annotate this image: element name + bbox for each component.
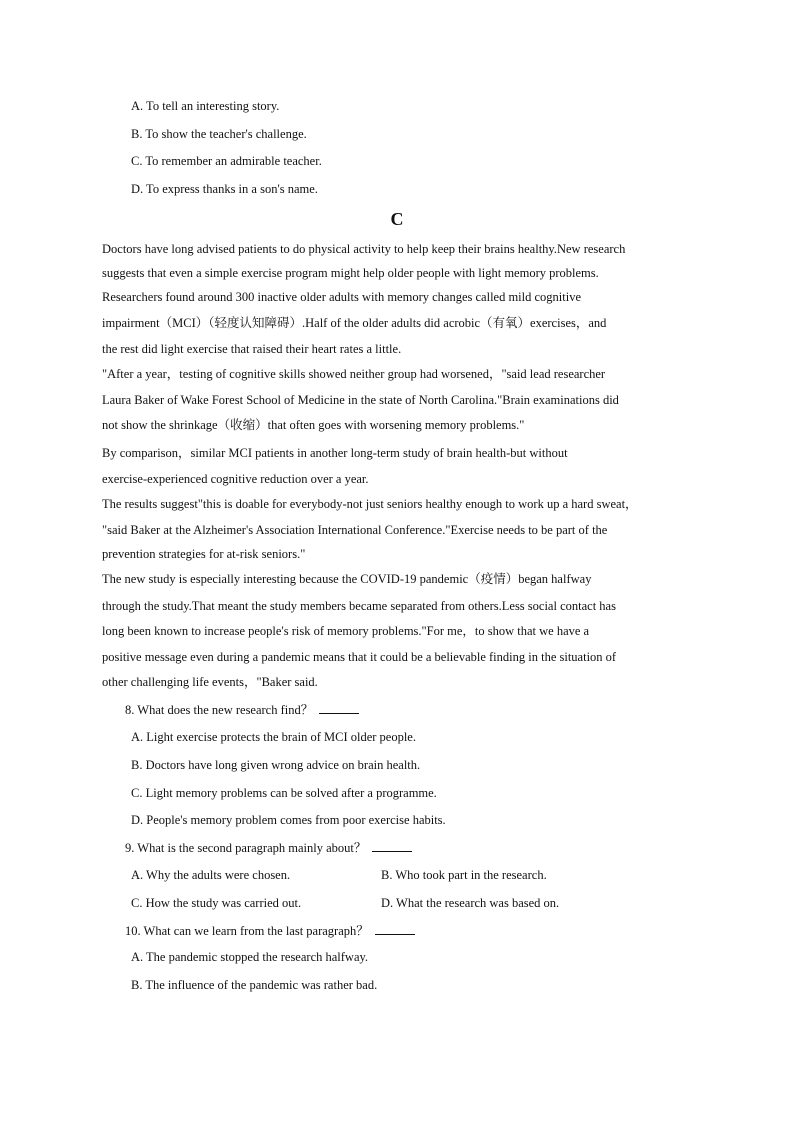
question-8-option-d: D. People's memory problem comes from poor exercise habits. (131, 813, 446, 827)
question-8-option-c: C. Light memory problems can be solved after a programme. (131, 786, 437, 800)
passage-line: positive message even during a pandemic means that it could be a believable finding in the situation of (102, 650, 617, 664)
passage-line: Doctors have long advised patients to do physical activity to help keep their brains healthy.New research (102, 242, 626, 256)
question-10-option-b: B. The influence of the pandemic was rather bad. (131, 978, 378, 992)
question-10 (125, 922, 415, 939)
passage-line: prevention strategies for at-risk seniors." (102, 547, 306, 561)
section-heading: C (390, 209, 404, 229)
prev-option-b: B. To show the teacher's challenge. (131, 127, 307, 141)
answer-blank[interactable] (375, 922, 415, 935)
prev-option-a: A. To tell an interesting story. (131, 99, 280, 113)
passage-line: "said Baker at the Alzheimer's Association International Conference."Exercise needs to be part of the (102, 523, 608, 537)
passage-line: through the study.That meant the study members became separated from others.Less social contact has (102, 599, 616, 613)
question-9-option-d: D. What the research was based on. (381, 896, 560, 910)
passage-line: the rest did light exercise that raised their heart rates a little. (102, 342, 402, 356)
question-8-stem: 8. What does the new research find？ (125, 703, 314, 717)
passage-line: The new study is especially interesting because the COVID-19 pandemic（疫情）began halfway (102, 572, 592, 586)
passage-line: By comparison，similar MCI patients in another long-term study of brain health-but without (102, 446, 568, 460)
question-9-stem: 9. What is the second paragraph mainly about？ (125, 841, 367, 855)
passage-line: Researchers found around 300 inactive older adults with memory changes called mild cognitive (102, 290, 582, 304)
passage-line: not show the shrinkage（收缩）that often goes with worsening memory problems." (102, 418, 525, 432)
prev-option-c: C. To remember an admirable teacher. (131, 154, 322, 168)
passage-line: suggests that even a simple exercise program might help older people with light memory problems. (102, 266, 599, 280)
passage-line: "After a year，testing of cognitive skills showed neither group had worsened，"said lead researcher (102, 367, 606, 381)
prev-option-d: D. To express thanks in a son's name. (131, 182, 318, 196)
passage-line: other challenging life events，"Baker said. (102, 675, 318, 689)
question-9-option-c: C. How the study was carried out. (131, 896, 302, 910)
question-8 (125, 701, 359, 718)
question-8-option-a: A. Light exercise protects the brain of MCI older people. (131, 730, 416, 744)
passage-line: impairment（MCI）（轻度认知障碍）.Half of the older adults did acrobic（有氧）exercises，and (102, 316, 607, 330)
passage-line: long been known to increase people's risk of memory problems."For me，to show that we have a (102, 624, 590, 638)
passage-line: exercise-experienced cognitive reduction over a year. (102, 472, 369, 486)
question-10-option-a: A. The pandemic stopped the research halfway. (131, 950, 369, 964)
question-9 (125, 839, 412, 856)
question-9-option-b: B. Who took part in the research. (381, 868, 547, 882)
question-10-stem: 10. What can we learn from the last paragraph？ (125, 924, 369, 938)
answer-blank[interactable] (319, 701, 359, 714)
question-8-option-b: B. Doctors have long given wrong advice on brain health. (131, 758, 421, 772)
answer-blank[interactable] (372, 839, 412, 852)
passage-line: Laura Baker of Wake Forest School of Medicine in the state of North Carolina."Brain examinations did (102, 393, 619, 407)
passage-line: The results suggest"this is doable for everybody-not just seniors healthy enough to work up a hard sweat， (102, 497, 638, 511)
question-9-option-a: A. Why the adults were chosen. (131, 868, 291, 882)
